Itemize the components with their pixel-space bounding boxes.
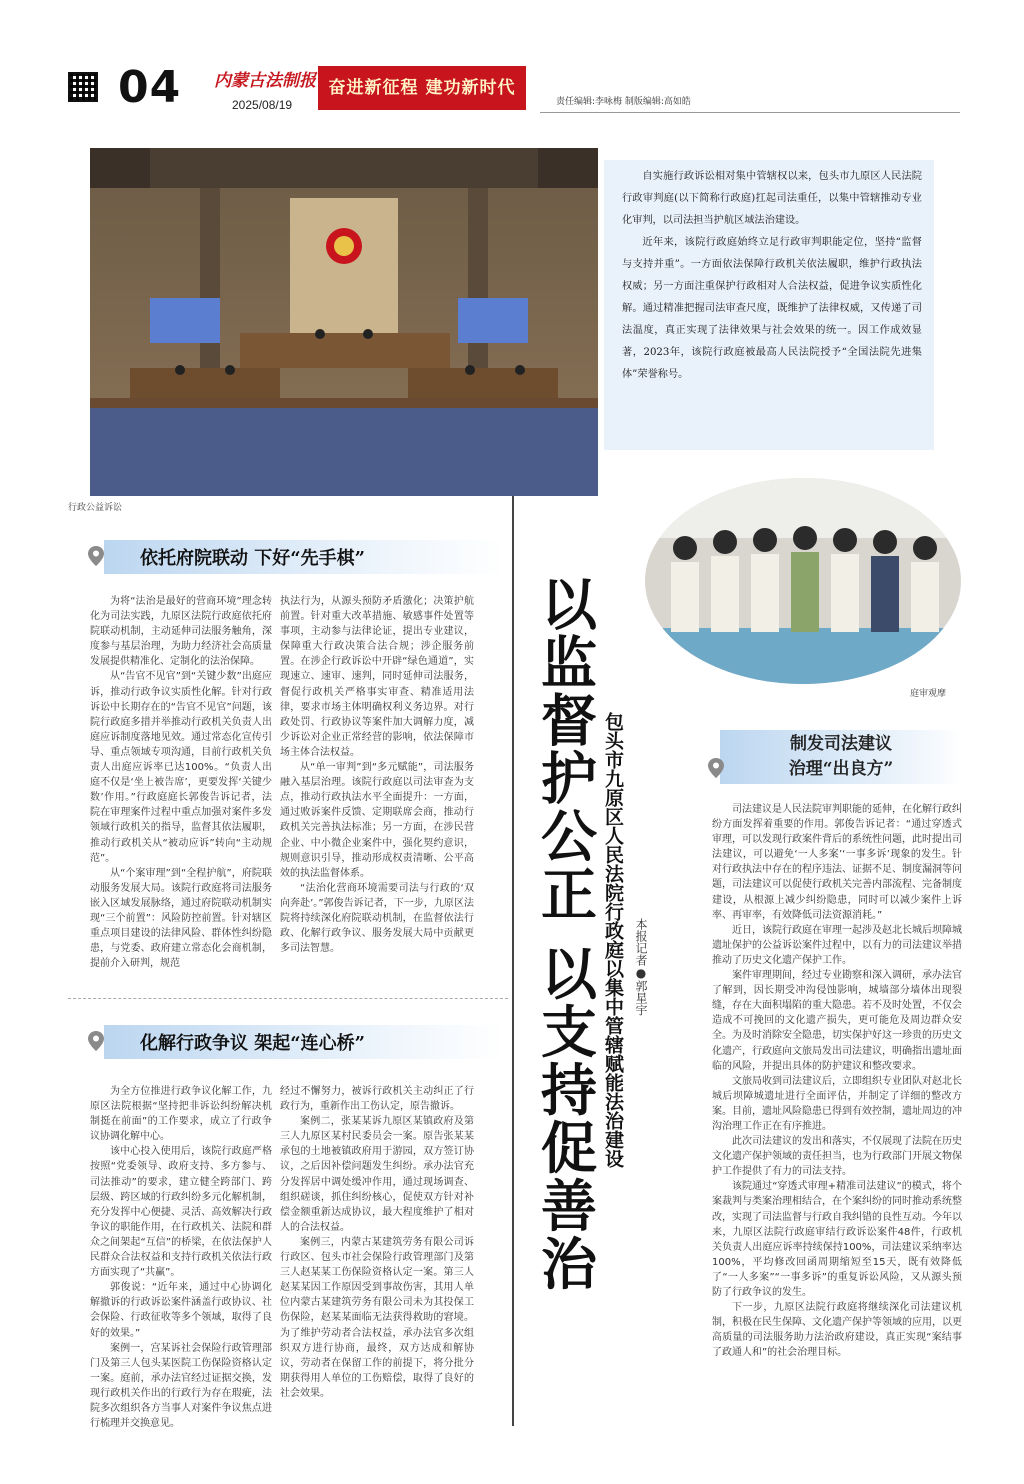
header-rule bbox=[540, 112, 960, 113]
section-paragraph: 案例二，张某某诉九原区某镇政府及第三人九原区某村民委员会一案。原告张某某承包的土地被镇政府用于游园，双方签订协议，之后因补偿问题发生纠纷。承办法官充分发挥居中调处缓冲作用，通过现场调查、组织磋谈，抓住纠纷核心，促使双方针对补偿金额重新达成协议，最大程度维护了相对人的合法权益。 bbox=[280, 1116, 474, 1233]
page-number: 04 bbox=[118, 62, 182, 113]
section-column bbox=[280, 1084, 474, 1401]
courtroom-caption: 行政公益诉讼 bbox=[68, 503, 123, 513]
slogan-banner: 奋进新征程 建功新时代 bbox=[318, 66, 526, 110]
section-column bbox=[712, 802, 962, 1360]
article-subtitle: 包头市九原区人民法院行政庭以集中管辖赋能法治建设 bbox=[602, 712, 624, 1168]
section-paragraph: 文旅局收到司法建议后，立即组织专业团队对赵北长城后坝障城遗址进行全面评估，并制定了详细的整改方案。目前，遗址风险隐患已得到有效控制，遗址周边的冲沟治理工作正在有序推进。 bbox=[712, 1075, 962, 1132]
section-heading bbox=[84, 540, 504, 574]
issue-date: 2025/08/19 bbox=[232, 98, 293, 112]
section-paragraph: 经过不懈努力，被诉行政机关主动纠正了行政行为，重新作出工伤认定，原告撤诉。 bbox=[280, 1086, 474, 1113]
section-paragraph: 此次司法建议的发出和落实，不仅展现了法院在历史文化遗产保护领域的责任担当，也为行政部门开展文物保护工作提供了有力的司法支持。 bbox=[712, 1136, 962, 1178]
location-pin-icon bbox=[88, 1031, 104, 1051]
section-paragraph: 从“告官不见官”到“关键少数”出庭应诉，推动行政争议实质性化解。针对行政诉讼中长期存在的“告官不见官”问题，该院行政庭多措并举推动行政机关负责人出庭应诉制度落地见效。通过常态化宣传引导、重点领域专项沟通，目前行政机关负责人出庭应诉率已达100%。“负责人出庭不仅是‘坐上被告席’，更要发挥‘关键少数’作用。”行政庭庭长郭俊告诉记者，法院在审理案件过程中重点加强对案件多发领域行政机关的指导，监督其依法履职，推动行政机关从“被动应诉”转向“主动规范”。 bbox=[90, 671, 272, 864]
section-paragraph: 案例一，宫某诉社会保险行政管理部门及第三人包头某医院工伤保险资格认定一案。庭前，承办法官经过证据交换，发现行政机关作出的行政行为存在瑕疵，法院多次组织各方当事人对案件争议焦点进行梳理并交换意见。 bbox=[90, 1342, 272, 1430]
intro-paragraph: 自实施行政诉讼相对集中管辖权以来，包头市九原区人民法院行政审判庭(以下简称行政庭)扛起司法重任，以集中管辖推动专业化审判，以司法担当护航区域法治建设。 bbox=[622, 171, 922, 226]
article-byline: 本报记者●郭星宇 bbox=[634, 918, 648, 1016]
section-heading bbox=[84, 1025, 504, 1059]
section-heading bbox=[706, 730, 962, 784]
courtroom-photo bbox=[90, 148, 598, 496]
editor-credits: 责任编辑:李咏梅 制版编辑:高如皓 bbox=[556, 97, 691, 107]
intro-paragraph: 近年来，该院行政庭始终立足行政审判职能定位，坚持“监督与支持并重”。一方面依法保障行政机关依法履职，维护行政执法权威；另一方面注重保护行政相对人合法权益，促进争议实质性化解。通过精准把握司法审查尺度，既维护了法律权威，又传递了司法温度，真正实现了法律效果与社会效果的统一。因工作成效显著，2023年，该院行政庭被最高人民法院授予“全国法院先进集体”荣誉称号。 bbox=[622, 237, 922, 380]
section-paragraph: 从“个案审理”到“全程护航”，府院联动服务发展大局。该院行政庭将司法服务嵌入区域发展脉络，通过府院联动机制实现“三个前置”：风险防控前置。针对辖区重点项目建设的法律风险、群体性纠纷隐患，与党委、政府建立常态化会商机制，提前介入研判，规范 bbox=[90, 867, 272, 970]
section-paragraph: 案件审理期间，经过专业勘察和深入调研，承办法官了解到，因长期受冲沟侵蚀影响，城墙部分墙体出现裂缝，存在大面积塌陷的重大隐患。若不及时处置，不仅会造成不可挽回的文化遗产损失，更可能危及周边群众安全。为及时消除安全隐患，切实保护好这一珍贵的历史文化遗产，行政庭向文旅局发出司法建议，明确指出遗址面临的风险，并提出具体的防护建议和整改要求。 bbox=[712, 970, 962, 1072]
qr-code-icon bbox=[68, 72, 98, 102]
section-paragraph: 下一步，九原区法院行政庭将继续深化司法建议机制，积极在民生保障、文化遗产保护等领域的应用，以更高质量的司法服务助力法治政府建设，真正实现“案结事了政通人和”的社会治理目标。 bbox=[712, 1302, 962, 1359]
section-paragraph: 该中心投入使用后，该院行政庭严格按照“党委领导、政府支持、多方参与、司法推动”的要求，建立健全跨部门、跨层级、跨区域的行政纠纷多元化解机制，充分发挥中心便捷、灵活、高效解决行政争议的职能作用，在行政机关、法院和群众之间架起“互信”的桥梁，在依法保护人民群众合法权益和支持行政机关依法行政方面实现了“共赢”。 bbox=[90, 1146, 272, 1279]
audience-caption: 庭审观摩 bbox=[910, 689, 947, 699]
section-title: 化解行政争议 架起“连心桥” bbox=[140, 1033, 365, 1054]
section-column bbox=[90, 1084, 272, 1431]
article-title: 以监督护公正 以支持促善治 bbox=[532, 575, 597, 1293]
section-paragraph: “法治化营商环境需要司法与行政的‘双向奔赴’。”郭俊告诉记者，下一步，九原区法院将持续深化府院联动机制，在监督依法行政、化解行政争议、服务发展大局中贡献更多司法智慧。 bbox=[280, 882, 474, 955]
section-column bbox=[90, 594, 272, 971]
location-pin-icon bbox=[88, 546, 104, 566]
location-pin-icon bbox=[708, 758, 724, 778]
intro-text bbox=[622, 166, 922, 386]
column-divider bbox=[512, 496, 514, 1426]
newspaper-brand: 内蒙古法制报 bbox=[214, 71, 316, 91]
audience-photo bbox=[645, 478, 961, 684]
section-paragraph: 司法建议是人民法院审判职能的延伸，在化解行政纠纷方面发挥着重要的作用。郭俊告诉记者：“通过穿透式审理，可以发现行政案件背后的系统性问题，此时提出司法建议，可以避免‘一人多案’‘一事多诉’现象的发生。针对行政执法中存在的程序违法、证据不足、制度漏洞等问题，司法建议可以促使行政机关完善内部流程、完备制度建设，从根源上减少纠纷隐患，同时可以减少案件上诉率、再审率，有效降低司法资源消耗。” bbox=[712, 804, 962, 921]
section-paragraph: 郭俊说：“近年来，通过中心协调化解撤诉的行政诉讼案件涵盖行政协议、社会保险、行政征收等多个领域，取得了良好的效果。” bbox=[90, 1282, 272, 1339]
section-paragraph: 执法行为，从源头预防矛盾激化；决策护航前置。针对重大改革措施、敏感事件处置等事项，主动参与法律论证，提出专业建议，保障重大行政决策合法合规；涉企服务前置。在涉企行政诉讼中开辟“绿色通道”，实现速立、速审、速判，同时延伸司法服务，督促行政机关严格事实审查、精准适用法律，要求市场主体明确权利义务边界。对行政处罚、行政协议等案件加大调解力度，减少诉讼对企业正常经营的影响，依法保障市场主体合法权益。 bbox=[280, 596, 474, 758]
section-title: 制发司法建议 bbox=[790, 734, 892, 754]
section-column bbox=[280, 594, 474, 956]
section-paragraph: 从“单一审判”到“多元赋能”，司法服务融入基层治理。该院行政庭以司法审查为支点，推动行政执法水平全面提升：一方面，通过败诉案件反馈、定期联席会商，推动行政机关完善执法标准；另一方面，在涉民营企业、中小微企业案件中，强化契约意识，规则意识引导，推动形成权责清晰、公平高效的执法监督体系。 bbox=[280, 762, 474, 879]
section-paragraph: 为将“法治是最好的营商环境”理念转化为司法实践，九原区法院行政庭依托府院联动机制，主动延伸司法服务触角，深度参与基层治理，为助力经济社会高质量发展提供精准化、定制化的法治保障。 bbox=[90, 596, 272, 668]
section-title: 依托府院联动 下好“先手棋” bbox=[140, 548, 365, 569]
section-title: 治理“出良方” bbox=[788, 759, 894, 779]
section-divider bbox=[68, 998, 508, 999]
section-paragraph: 近日，该院行政庭在审理一起涉及赵北长城后坝障城遗址保护的公益诉讼案件过程中，以有力的司法建议举措推动了历史文化遗产保护工作。 bbox=[712, 924, 962, 966]
section-paragraph: 为全方位推进行政争议化解工作，九原区法院根据“坚持把非诉讼纠纷解决机制挺在前面”的工作要求，成立了行政争议协调化解中心。 bbox=[90, 1086, 272, 1143]
section-paragraph: 该院通过“穿透式审理+精准司法建议”的模式，将个案裁判与类案治理相结合，在个案纠纷的同时推动系统整改，实现了司法监督与行政自我纠错的良性互动。今年以来，九原区法院行政庭审结行政诉讼案件48件，行政机关负责人出庭应诉率持续保持100%，司法建议采纳率达100%，平均修改回函周期缩短至15天，既有效降低了“一人多案”“一事多诉”的重复诉讼风险，又从源头预防了行政争议的发生。 bbox=[712, 1181, 962, 1298]
section-paragraph: 案例三，内蒙古某建筑劳务有限公司诉行政区、包头市社会保险行政管理部门及第三人赵某某工伤保险资格认定一案。第三人赵某某因工作原因受到事故伤害，其用人单位内蒙古某建筑劳务有限公司未为其投保工伤保险，赵某某面临无法获得救助的窘境。为了维护劳动者合法权益，承办法官多次组织双方进行协商，最终，双方达成和解协议，劳动者在保留工作的前提下，将分批分期获得用人单位的工伤赔偿，取得了良好的社会效果。 bbox=[280, 1236, 474, 1399]
